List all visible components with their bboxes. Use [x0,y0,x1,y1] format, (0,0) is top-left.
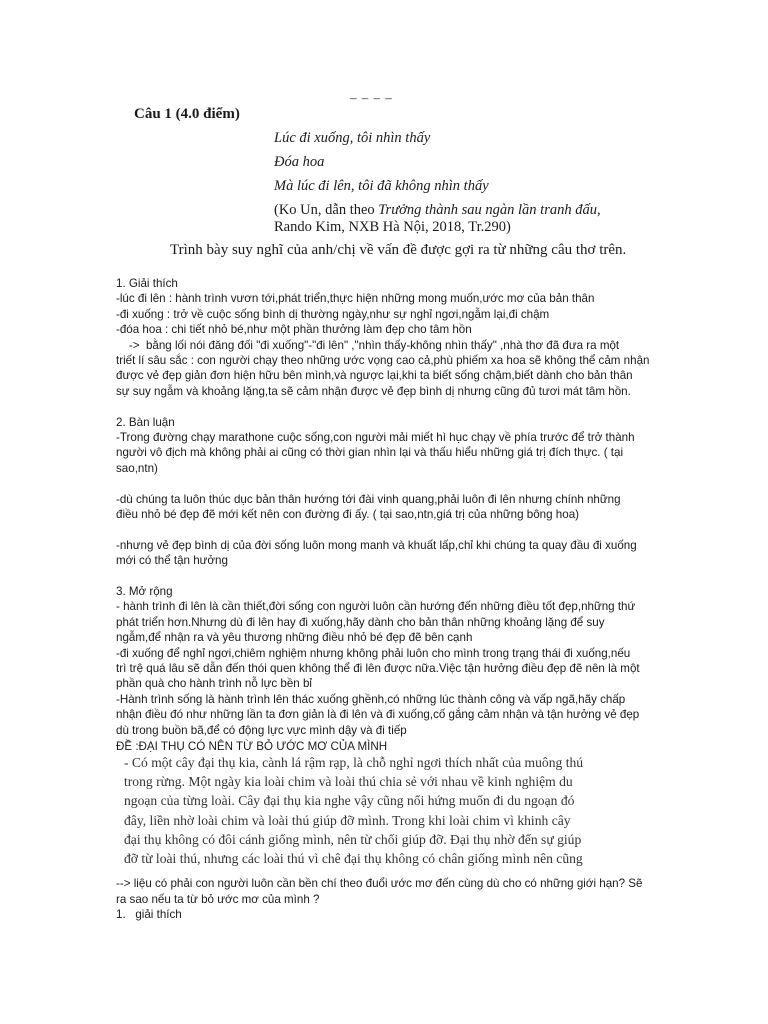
answer-line: -đi xuống để nghỉ ngơi,chiêm nghiệm nhưng không phải luôn cho mình trong trạng thái đi xuống,nếu [116,646,631,660]
answer-line: điều nhỏ bé đẹp đẽ mới kết nên con đường đi ấy. ( tại sao,ntn,giá trị của những bông hoa) [116,508,580,521]
answer-line: triết lí sâu sắc : con người chạy theo những ước vọng cao cả,phù phiếm xa hoa sẽ không thể cảm nhận [116,354,650,367]
answer-line: phần quà cho hành trình nỗ lực bền bỉ [116,677,312,691]
answer-line: 3. Mở rộng [116,585,173,598]
answer-line: 2. Bàn luận [116,415,175,429]
answer-line: -nhưng vẻ đẹp bình dị của đời sống luôn mong manh và khuất lấp,chỉ khi chúng ta quay đầu đi xuống [116,538,637,552]
answer-line: dù trong buồn bã,để có động lực vực mình dậy và đi tiếp [116,723,407,737]
answer-line: - hành trình đi lên là cần thiết,đời sống con người luôn cần hướng đến những điều tốt đẹp,những thứ [116,600,636,614]
cropped-header-text: – – – – [350,90,393,105]
story-line: trong rừng. Một ngày kia loài chim và loài thú chia sẻ với nhau về kinh nghiệm du [124,774,573,790]
answer-line: -dù chúng ta luôn thúc dục bản thân hướng tới đài vinh quang,phải luôn đi lên nhưng chính những [116,492,621,506]
citation-line: Rando Kim, NXB Hà Nội, 2018, Tr.290) [274,219,511,235]
story-line: ngoạn của từng loài. Cây đại thụ kia nghe vậy cũng nổi hứng muốn đi du ngoạn đó [124,793,575,809]
answer-line: sự suy ngẫm và khoảng lặng,ta sẽ cảm nhận được vẻ đẹp bình dị nhưng cũng đủ tươi mát tâm hồn. [116,384,631,398]
answer-line: -> bằng lối nói đăng đối "đi xuống"-"đi lên" ,"nhìn thấy-không nhìn thấy" ,nhà thơ đã đưa ra một [116,338,620,352]
answer-line: -lúc đi lên : hành trình vươn tới,phát triển,thực hiện những mong muốn,ước mơ của bản thân [116,292,595,306]
answer-line: 1. Giải thích [116,277,178,290]
poem-line: Đóa hoa [274,154,325,170]
question-task: Trình bày suy nghĩ của anh/chị về vấn đề được gợi ra từ những câu thơ trên. [170,242,627,258]
answer-line: người vô địch mà không phải ai cũng có thời gian nhìn lại và thấu hiểu những giá trị đích thực. ( tại [116,446,624,460]
closing-line: 1. giải thích [116,908,182,922]
citation-prefix: (Ko Un, dẫn theo [274,202,379,218]
answer-line: ngẫm,để nhận ra và yêu thương những điều nhỏ bé đẹp đẽ bên cạnh [116,631,473,645]
citation-line [274,202,601,219]
answer-line: -Trong đường chạy marathone cuộc sống,con người mải miết hì hục chạy về phía trước để trở thành [116,431,635,444]
answer-line: sao,ntn) [116,461,158,475]
citation-book-title: Trưởng thành sau ngàn lần tranh đấu, [378,202,601,218]
answer-line: -đóa hoa : chi tiết nhỏ bé,như một phần thưởng làm đẹp cho tâm hồn [116,323,472,337]
story-line: đây, liền nhờ loài chim và loài thú giúp đỡ mình. Trong khi loài chim vì khinh cây [124,812,571,828]
closing-line: --> liệu có phải con người luôn cần bền chí theo đuổi ước mơ đến cùng dù cho có những giới hạn? Sẽ [116,877,643,890]
question-title: Câu 1 (4.0 điểm) [134,106,240,122]
answer-line: -đi xuống : trở về cuộc sống bình dị thường ngày,như sự nghỉ ngơi,ngẫm lại,đi chậm [116,307,550,321]
poem-line: Mà lúc đi lên, tôi đã không nhìn thấy [274,178,489,194]
story-line: - Có một cây đại thụ kia, cành lá rậm rạp, là chỗ nghỉ ngơi thích nhất của muông thú [124,755,584,770]
answer-line: trì trệ quá lâu sẽ dẫn đến thói quen không thể đi lên được nữa.Việc tận hưởng điều đẹp đẽ nên là một [116,662,640,675]
answer-line: phát triển hơn.Nhưng dù đi lên hay đi xuống,hãy dành cho bản thân những khoảng lặng để suy [116,615,605,629]
answer-line: -Hành trình sống là hành trình lên thác xuống ghềnh,có những lúc thành công và vấp ngã,hãy chấp [116,692,626,706]
answer-line: nhận điều đó như những lần ta đơn giản là đi lên và đi xuống,cố gắng cảm nhận và tận hưởng vẻ đẹp [116,708,640,722]
essay-title: ĐỀ :ĐẠI THỤ CÓ NÊN TỪ BỎ ƯỚC MƠ CỦA MÌNH [116,740,388,753]
story-line: đỡ từ loài thú, nhưng các loài thú vì chê đại thụ không có chân giống mình nên cũng [124,851,583,866]
answer-line: mới có thể tận hưởng [116,554,228,568]
story-line: đại thụ không có đôi cánh giống mình, nên từ chối giúp đỡ. Đại thụ nhờ đến sự giúp [124,831,582,847]
closing-line: ra sao nếu ta từ bỏ ước mơ của mình ? [116,892,320,906]
poem-line: Lúc đi xuống, tôi nhìn thấy [274,130,431,146]
answer-line: được vẻ đẹp giản đơn hiện hữu bên mình,và ngược lại,khi ta biết sống chậm,biết dành cho bản thân [116,369,633,383]
